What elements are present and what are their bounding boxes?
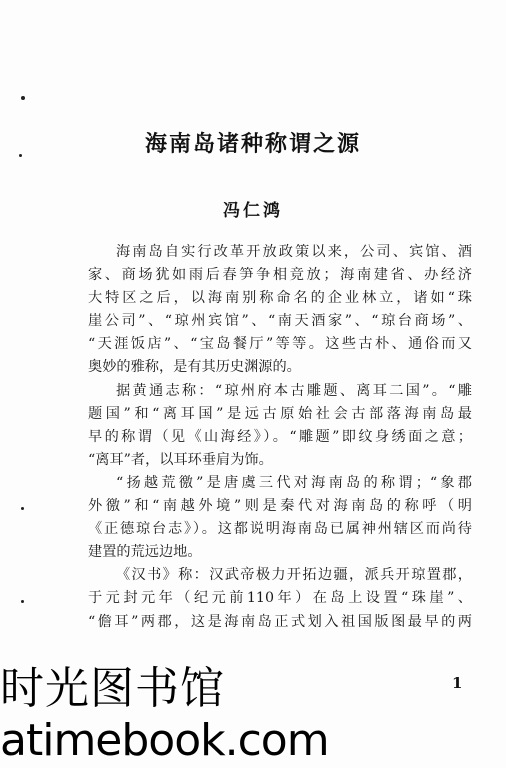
article-body — [88, 241, 472, 634]
article-author: 冯仁鸿 — [223, 201, 283, 221]
margin-mark — [21, 600, 24, 603]
watermark-url: atimebook.com — [0, 715, 329, 766]
page-number: 1 — [452, 674, 463, 692]
paragraph-line: 于元封元年（纪元前110年）在岛上设置“珠崖”、 — [88, 590, 472, 607]
paragraph-line: 建置的荒远边地。 — [88, 544, 202, 561]
watermark-title: 时光图书馆 — [0, 663, 225, 714]
paragraph-line: 大特区之后，以海南别称命名的企业林立，诸如“珠 — [88, 290, 472, 307]
paragraph-line: 海南岛自实行改革开放政策以来，公司、宾馆、酒 — [116, 244, 472, 260]
paragraph-line: 外徼”和“南越外境”则是秦代对海南岛的称呼（明 — [88, 498, 472, 515]
paragraph-line: “天涯饭店”、“宝岛餐厅”等等。这些古朴、通俗而又 — [88, 336, 472, 353]
paragraph-line: “儋耳”两郡，这是海南岛正式划入祖国版图最早的两 — [88, 613, 472, 630]
paragraph-line: 题国”和“离耳国”是远古原始社会古部落海南岛最 — [88, 405, 472, 422]
paragraph-line: 家、商场犹如雨后春笋争相竞放；海南建省、办经济 — [88, 267, 472, 284]
margin-mark — [21, 96, 25, 100]
article-title: 海南岛诸种称谓之源 — [144, 131, 361, 157]
paragraph-line: 奥妙的雅称，是有其历史渊源的。 — [88, 359, 301, 376]
paragraph-line: 《正德琼台志》）。这都说明海南岛已属神州辖区而尚待 — [88, 521, 472, 538]
paragraph-line: 《汉书》称：汉武帝极力开拓边疆，派兵开琼置郡， — [116, 567, 472, 584]
paragraph-line: 崖公司”、“琼州宾馆”、“南天酒家”、“琼台商场”、 — [88, 313, 472, 330]
paragraph-line: 据黄通志称：“琼州府本古雕题、离耳二国”。“雕 — [116, 382, 472, 399]
paragraph-line: “扬越荒徼”是唐虞三代对海南岛的称谓；“象郡 — [116, 474, 472, 491]
paragraph-line: 早的称谓（见《山海经》）。“雕题”即纹身绣面之意； — [88, 428, 472, 445]
margin-mark — [21, 507, 24, 510]
paragraph-line: “离耳”者，以耳环垂肩为饰。 — [88, 451, 273, 468]
